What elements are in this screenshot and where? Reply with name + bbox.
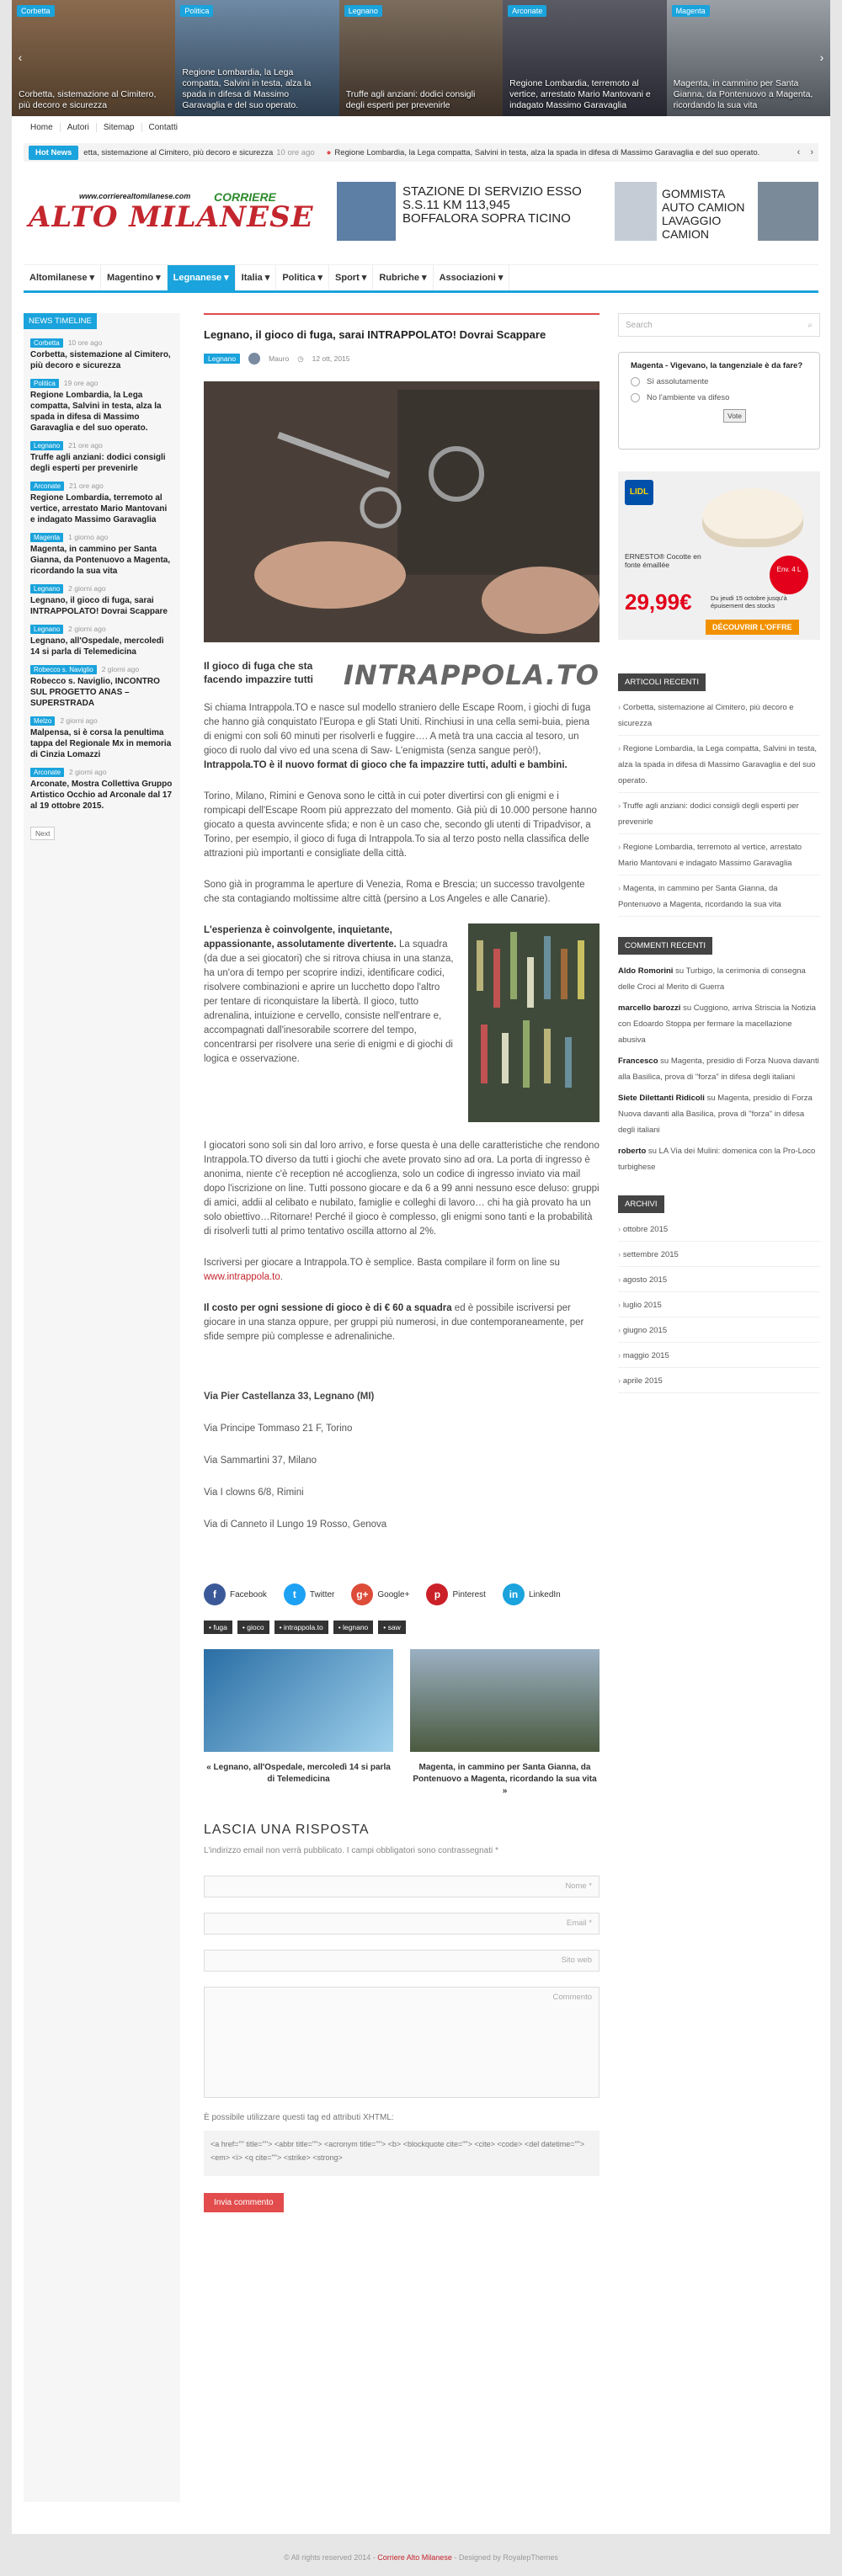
logo-url: www.corrierealtomilanese.com: [79, 192, 191, 200]
intro: [204, 659, 600, 691]
address: Via Pier Castellanza 33, Legnano (MI): [204, 1392, 375, 1402]
timeline-item[interactable]: [24, 440, 180, 474]
timeline-tag[interactable]: Arconate: [30, 768, 64, 777]
recent-articles-title: ARTICOLI RECENTI: [618, 673, 706, 691]
nav-politica[interactable]: Politica ▾: [276, 265, 329, 290]
nav-magentino[interactable]: Magentino ▾: [101, 265, 168, 290]
comment-text[interactable]: su Magenta, presidio di Forza Nuova davanti alla Basilica, prova di "forza" in difesa degli italiani: [618, 1056, 819, 1082]
slide-tag[interactable]: Magenta: [672, 5, 710, 17]
radio-icon[interactable]: [631, 393, 640, 402]
timeline-title-link[interactable]: Arconate, Mostra Collettiva Gruppo Artistico Occhio ad Arconale dal 17 al 19 ottobre 2015.: [30, 780, 173, 811]
footer-site-link[interactable]: Corriere Alto Milanese: [377, 2553, 452, 2562]
timeline-title-link[interactable]: Magenta, in cammino per Santa Gianna, da Pontenuovo a Magenta, ricordando la sua vita: [30, 545, 171, 576]
banner-image: [337, 182, 396, 241]
footer-copyright: © All rights reserved 2014 -: [284, 2553, 378, 2562]
archive-month[interactable]: › settembre 2015: [618, 1247, 820, 1267]
paragraph-bold: Il costo per ogni sessione di gioco è di € 60 a squadra: [204, 1303, 452, 1313]
address: Via Sammartini 37, Milano: [204, 1456, 317, 1466]
timeline-ago: 21 ore ago: [69, 482, 104, 490]
divider: [204, 313, 600, 315]
radio-icon[interactable]: [631, 377, 640, 386]
hot-news-label: Hot News: [29, 146, 78, 160]
timeline-tag[interactable]: Corbetta: [30, 338, 63, 348]
paragraph-bold: Intrappola.TO è il nuovo format di gioco che fa impazzire tutti, adulti e bambini.: [204, 760, 568, 770]
timeline-title-link[interactable]: Regione Lombardia, terremoto al vertice, arrestato Mario Mantovani e indagato Massimo Garavaglia: [30, 493, 168, 524]
archive-title: ARCHIVI: [618, 1195, 664, 1213]
top-slider[interactable]: [12, 0, 830, 116]
reply-note: L'indirizzo email non verrà pubblicato. I campi obbligatori sono contrassegnati *: [204, 1846, 498, 1855]
pinterest-icon: p: [426, 1583, 448, 1605]
sidebar-ad[interactable]: [618, 471, 820, 640]
search-icon[interactable]: ⌕: [807, 320, 813, 330]
nav-associazioni[interactable]: Associazioni ▾: [434, 265, 510, 290]
prev-post-image[interactable]: [204, 1649, 393, 1752]
recent-comment[interactable]: [618, 1053, 820, 1085]
comment-author[interactable]: Aldo Romorini: [618, 966, 674, 976]
timeline-title-link[interactable]: Malpensa, si è corsa la penultima tappa del Regionale Mx in memoria di Cinzia Lomazzi: [30, 728, 172, 759]
share-facebook-button[interactable]: [204, 1583, 267, 1605]
prev-post-title[interactable]: « Legnano, all'Ospedale, mercoledì 14 si parla di Telemedicina: [206, 1763, 391, 1784]
cocotte-image: [702, 488, 803, 547]
lidl-logo: LIDL: [625, 480, 653, 505]
archive-list: [618, 1221, 820, 1393]
comment-text[interactable]: su Magenta, presidio di Forza Nuova davanti alla Basilica, prova di "forza" in difesa degli italiani: [618, 1094, 813, 1135]
ticker-item[interactable]: etta, sistemazione al Cimitero, più decoro e sicurezza: [83, 147, 274, 157]
footer-credits: - Designed by RoyalepThemes: [451, 2553, 558, 2562]
comment-author[interactable]: Siete Dilettanti Ridicoli: [618, 1094, 705, 1103]
paragraph: [204, 701, 600, 773]
banner-text: [396, 182, 615, 241]
banner-text: [657, 182, 758, 241]
share-label: LinkedIn: [528, 1589, 561, 1599]
timeline-item[interactable]: [24, 664, 180, 709]
banner-image: [758, 182, 818, 241]
intro-quote: Il gioco di fuga che sta facendo impazzire tutti: [204, 660, 314, 685]
slide[interactable]: [175, 0, 338, 116]
share-googleplus-button[interactable]: [351, 1583, 409, 1605]
timeline-item[interactable]: [24, 583, 180, 617]
slide-tag[interactable]: Corbetta: [17, 5, 55, 17]
recent-article[interactable]: › Regione Lombardia, la Lega compatta, Salvini in testa, alza la spada in difesa di Massimo Garavaglia e del suo operato.: [618, 741, 820, 793]
recent-article[interactable]: › Regione Lombardia, terremoto al vertice, arrestato Mario Mantovani e indagato Massimo Garavaglia: [618, 839, 820, 876]
timeline-ago: 10 ore ago: [67, 338, 103, 347]
comment-text[interactable]: su Turbigo, la cerimonia di consegna delle Croci al Merito di Guerra: [618, 966, 806, 992]
poll-widget: [618, 352, 820, 450]
timeline-tag[interactable]: Magenta: [30, 533, 63, 542]
keys-wall-svg: [468, 923, 600, 1122]
paragraph-text: ed è possibile iscriversi per giocare in una stanza oppure, per gruppi più numerosi, in due contemporaneamente, per sfide sempre più complesse e adrenaliniche.: [204, 1303, 584, 1342]
recent-comment[interactable]: [618, 963, 820, 995]
timeline-ago: 1 giorno ago: [68, 533, 109, 541]
tag[interactable]: • gioco: [237, 1621, 269, 1634]
article: [204, 313, 600, 2212]
timeline-ago: 21 ore ago: [68, 441, 103, 450]
share-label: Google+: [377, 1589, 410, 1599]
paragraph-text: Si chiama Intrappola.TO e nasce sul modello straniero delle Escape Room, i giochi di fuga che hanno già conquistato l'Europa e gli Stati Uniti. Rinchiusi in una cella semi-buia, piena di enigmi con soli 60 minuti per risolverli e fuggire…. A metà tra una caccia al tesoro, un gioco di ruolo dal vivo ed una scena di Saw- L'enigmista (senza sangue però!),: [204, 703, 591, 756]
timeline-title-link[interactable]: Corbetta, sistemazione al Cimitero, più decoro e sicurezza: [30, 350, 171, 370]
timeline-title-link[interactable]: Truffe agli anziani: dodici consigli degli esperti per prevenirle: [30, 453, 166, 473]
slide[interactable]: [667, 0, 830, 116]
address: Via I clowns 6/8, Rimini: [204, 1488, 304, 1498]
facebook-icon: f: [204, 1583, 226, 1605]
timeline-ago: 2 giorni ago: [68, 584, 106, 593]
recent-comments: [618, 963, 820, 1175]
recent-article[interactable]: › Truffe agli anziani: dodici consigli degli esperti per prevenirle: [618, 798, 820, 834]
address: Via di Canneto il Lungo 19 Rosso, Genova: [204, 1520, 387, 1530]
article-title: Legnano, il gioco di fuga, sarai INTRAPPOLATO! Dovrai Scappare: [204, 328, 546, 341]
ticker-prev-icon[interactable]: ‹: [797, 147, 801, 157]
recent-comments-title: COMMENTI RECENTI: [618, 937, 712, 955]
slide-tag[interactable]: Politica: [180, 5, 213, 17]
poll-option[interactable]: [631, 393, 807, 402]
author-avatar: [248, 353, 260, 365]
ad-date: Du jeudi 15 octobre jusqu'à épuisement des stocks: [711, 594, 787, 609]
nav-sitemap[interactable]: Sitemap: [97, 123, 142, 132]
tag[interactable]: • saw: [378, 1621, 405, 1634]
archive-month[interactable]: › giugno 2015: [618, 1323, 820, 1343]
timeline-title-link[interactable]: Regione Lombardia, la Lega compatta, Salvini in testa, alza la spada in difesa di Massimo Garavaglia e del suo operato.: [30, 391, 162, 433]
slide-tag[interactable]: Legnano: [344, 5, 382, 17]
timeline-title-link[interactable]: Legnano, all'Ospedale, mercoledì 14 si parla di Telemedicina: [30, 636, 164, 657]
logo-corriere: CORRIERE: [214, 190, 276, 204]
slide-tag[interactable]: Arconate: [508, 5, 546, 17]
poll-option-label: Sì assolutamente: [647, 377, 709, 386]
share-label: Facebook: [230, 1589, 267, 1599]
timeline-title-link[interactable]: Robecco s. Naviglio, INCONTRO SUL PROGETTO ANAS – SUPERSTRADA: [30, 677, 160, 708]
share-bar: [204, 1583, 600, 1605]
timeline-tag[interactable]: Melzo: [30, 716, 55, 726]
recent-comment[interactable]: [618, 1090, 820, 1138]
slide[interactable]: [12, 0, 175, 116]
slide[interactable]: [503, 0, 666, 116]
ad-badge: Env. 4 L: [770, 556, 808, 594]
prev-post[interactable]: [204, 1649, 393, 1797]
slider-prev-icon[interactable]: ‹: [18, 51, 23, 64]
main-nav: [24, 264, 818, 293]
logo-title: ALTO MILANESE: [29, 200, 314, 234]
slide-caption[interactable]: Magenta, in cammino per Santa Gianna, da Pontenuovo a Magenta, ricordando la sua vita: [673, 78, 813, 110]
top-nav: [24, 123, 184, 132]
submit-comment-button[interactable]: Invia commento: [204, 2193, 284, 2212]
poll-question: Magenta - Vigevano, la tangenziale è da fare?: [631, 361, 803, 370]
author-name[interactable]: Mauro: [269, 354, 290, 363]
comment-author[interactable]: Francesco: [618, 1056, 658, 1066]
archive-month[interactable]: › agosto 2015: [618, 1272, 820, 1292]
footer: [0, 2534, 842, 2576]
intrappola-logo: INTRAPPOLA.TO: [344, 659, 600, 691]
recent-comment[interactable]: [618, 1000, 820, 1048]
timeline-item[interactable]: [24, 624, 180, 657]
nav-sport[interactable]: Sport ▾: [329, 265, 373, 290]
timeline-next-button[interactable]: Next: [30, 827, 55, 840]
intrappola-link[interactable]: www.intrappola.to: [204, 1272, 280, 1282]
nav-italia[interactable]: Italia ▾: [236, 265, 277, 290]
tag[interactable]: • fuga: [204, 1621, 232, 1634]
paragraph-bold: L'esperienza è coinvolgente, inquietante, appassionante, assolutamente divertente.: [204, 925, 397, 950]
address: Via Principe Tommaso 21 F, Torino: [204, 1424, 353, 1434]
paragraph-with-image: [204, 923, 600, 1122]
ad-price: 29,99€: [625, 589, 692, 615]
timeline-ago: 2 giorni ago: [68, 625, 106, 633]
timeline-item[interactable]: [24, 767, 180, 812]
recent-articles: [618, 700, 820, 917]
timeline-title-link[interactable]: Legnano, il gioco di fuga, sarai INTRAPPOLATO! Dovrai Scappare: [30, 596, 168, 616]
next-post[interactable]: [410, 1649, 600, 1797]
recent-article[interactable]: › Magenta, in cammino per Santa Gianna, da Pontenuovo a Magenta, ricordando la sua vita: [618, 881, 820, 917]
share-twitter-button[interactable]: [284, 1583, 334, 1605]
timeline-item[interactable]: [24, 532, 180, 577]
banner-line: STAZIONE DI SERVIZIO ESSO: [402, 184, 582, 199]
googleplus-icon: g+: [351, 1583, 373, 1605]
comment-text[interactable]: su LA Via dei Mulini: domenica con la Pro-Loco turbighese: [618, 1147, 816, 1172]
name-field[interactable]: Nome *: [204, 1876, 600, 1897]
timeline-title: NEWS TIMELINE: [24, 313, 97, 329]
tag-list: [204, 1621, 600, 1634]
paragraph: [204, 923, 456, 1122]
allowed-tags-code: <a href="" title=""> <abbr title=""> <acronym title=""> <b> <blockquote cite=""> <cite> <code> <del datetime=""> <em> <i> <q cite=""> <strike> <strong>: [204, 2131, 600, 2176]
timeline-item[interactable]: [24, 481, 180, 525]
share-pinterest-button[interactable]: [426, 1583, 485, 1605]
poll-option-label: No l'ambiente va difeso: [647, 393, 730, 402]
email-field[interactable]: Email *: [204, 1913, 600, 1935]
paragraph-text: Iscriversi per giocare a Intrappola.TO è semplice. Basta compilare il form on line su: [204, 1258, 560, 1268]
slide[interactable]: [339, 0, 503, 116]
banner-line: LAVAGGIO CAMION: [662, 214, 722, 241]
banner-line: S.S.11 KM 113,945: [402, 198, 510, 212]
poll-option[interactable]: [631, 377, 807, 386]
paragraph: Torino, Milano, Rimini e Genova sono le città in cui poter divertirsi con gli enigmi e i rompicapi dell'Escape Room più apprezzato del momento. Già più di 10.000 persone hanno giocato a questa avvincente sfida; e non è un caso che, secondo gli utenti di Tripadvisor, a Torino, per esempio, il gioco di fuga di Intrappola.To sia al terzo posto nella classifica delle attrazioni più importanti e consigliate della città.: [204, 791, 597, 859]
share-label: Pinterest: [452, 1589, 486, 1599]
ticker-next-icon[interactable]: ›: [810, 147, 813, 157]
ticker-text[interactable]: [83, 148, 791, 157]
banner-line: GOMMISTA: [662, 187, 726, 200]
share-linkedin-button[interactable]: [503, 1583, 561, 1605]
timeline-ago: 2 giorni ago: [60, 716, 98, 725]
banner-line: BOFFALORA SOPRA TICINO: [402, 211, 571, 226]
timeline-tag[interactable]: Legnano: [30, 441, 63, 450]
slide-caption[interactable]: Regione Lombardia, terremoto al vertice, arrestato Mario Mantovani e indagato Massimo Garavaglia: [509, 78, 651, 110]
timeline-tag[interactable]: Politica: [30, 379, 59, 388]
vote-button[interactable]: Vote: [723, 409, 746, 423]
website-field[interactable]: Sito web: [204, 1950, 600, 1972]
paragraph: Sono già in programma le aperture di Venezia, Roma e Brescia; un successo travolgente che sta contagiando moltissime altre città (persino a Los Angeles e alle Canarie).: [204, 880, 585, 904]
nav-autori[interactable]: Autori: [61, 123, 97, 132]
slide-caption[interactable]: Corbetta, sistemazione al Cimitero, più decoro e sicurezza: [19, 89, 157, 110]
archive-month[interactable]: › aprile 2015: [618, 1373, 820, 1393]
ad-product: ERNESTO® Cocotte en fonte émaillée: [625, 552, 701, 569]
category-tag[interactable]: Legnano: [204, 354, 240, 364]
keys-photo: [204, 381, 600, 642]
slide-caption[interactable]: Regione Lombardia, la Lega compatta, Salvini in testa, alza la spada in difesa di Massimo Garavaglia e del suo operato.: [182, 67, 312, 110]
timeline-ago: 2 giorni ago: [101, 665, 140, 673]
slider-next-icon[interactable]: ›: [819, 51, 824, 64]
nav-rubriche[interactable]: Rubriche ▾: [373, 265, 433, 290]
banner-image: [615, 182, 657, 241]
paragraph-text: La squadra (da due a sei giocatori) che si ritrova chiusa in una stanza, ha un'ora di tempo per scoprire indizi, identificare codici, risolvere combinazioni e aprire un lucchetto dopo l'altro per tentare di riconquistare la libertà. Il gioco, tutto adrenalina, intuizione e cervello, consiste nell'entrare e, accompagnati dall'inesorabile scorrere del tempo, concentrarsi per risolvere una serie di enigmi e di giochi di logica e osservazione.: [204, 939, 454, 1064]
banner-line: AUTO CAMION: [662, 200, 745, 214]
timeline-tag[interactable]: Robecco s. Naviglio: [30, 665, 97, 674]
news-timeline: [24, 313, 180, 2502]
comment-form: [204, 1823, 600, 2212]
header-ad-banner[interactable]: [337, 182, 818, 241]
article-meta: [204, 353, 600, 365]
ticker-item[interactable]: Regione Lombardia, la Lega compatta, Salvini in testa, alza la spada in difesa di Massimo Garavaglia e del suo operato.: [334, 147, 760, 157]
comment-author[interactable]: roberto: [618, 1147, 647, 1156]
hero-image: [204, 381, 600, 642]
paragraph: [204, 1301, 600, 1344]
tag[interactable]: • legnano: [333, 1621, 374, 1634]
comment-author[interactable]: marcello barozzi: [618, 1003, 681, 1013]
paragraph-text: .: [280, 1272, 283, 1282]
allowed-tags-label: È possibile utilizzare questi tag ed attributi XHTML:: [204, 2113, 394, 2122]
comment-textarea[interactable]: Commento: [204, 1987, 600, 2098]
recent-comment[interactable]: [618, 1143, 820, 1175]
timeline-item[interactable]: [24, 378, 180, 434]
archive-month[interactable]: › luglio 2015: [618, 1297, 820, 1317]
timeline-ago: 2 giorni ago: [69, 768, 107, 776]
timeline-tag[interactable]: Legnano: [30, 625, 63, 634]
paragraph: [204, 1256, 600, 1285]
archive-month[interactable]: › ottobre 2015: [618, 1221, 820, 1242]
twitter-icon: t: [284, 1583, 306, 1605]
timeline-tag[interactable]: Arconate: [30, 482, 64, 491]
share-label: Twitter: [309, 1589, 335, 1599]
paragraph: I giocatori sono soli sin dal loro arrivo, e forse questa è una delle caratteristiche che rendono Intrappola.TO diverso da tutti i giochi che avete provato sino ad ora. La porta di ingresso è anonima, niente c'è reception né accoglienza, solo un codice di ingresso inviato via mail dopo l'iscrizione on line. Tutti possono giocare e da 6 a 99 anni nessuno esce deluso: gruppi di amici, addii al celibato e nubilato, famiglie e colleghi di lavoro… chi ha già provato ha un solo obiettivo…Ritornare! Perché il gioco è complesso, gli enigmi sono tanti e la probabilità di risolverli tutti al primo tentativo oscilla attorno al 2%.: [204, 1141, 600, 1237]
nav-home[interactable]: Home: [24, 123, 61, 132]
nav-contatti[interactable]: Contatti: [148, 123, 178, 132]
related-posts: [204, 1649, 600, 1797]
timeline-tag[interactable]: Legnano: [30, 584, 63, 593]
hot-news-ticker: [24, 143, 818, 162]
sidebar: [618, 313, 820, 1398]
ticker-ago: 10 ore ago: [276, 147, 315, 157]
ad-cta-button[interactable]: DÉCOUVRIR L'OFFRE: [706, 620, 799, 635]
reply-title: LASCIA UNA RISPOSTA: [204, 1823, 370, 1837]
archive-month[interactable]: › maggio 2015: [618, 1348, 820, 1368]
article-date: 12 ott, 2015: [312, 354, 350, 363]
timeline-ago: 19 ore ago: [63, 379, 99, 387]
keys-wall-photo: [468, 923, 600, 1122]
bullet-icon: ●: [326, 147, 332, 157]
search-placeholder: Search: [626, 320, 653, 330]
next-post-image[interactable]: [410, 1649, 600, 1752]
recent-article[interactable]: › Corbetta, sistemazione al Cimitero, più decoro e sicurezza: [618, 700, 820, 736]
nav-legnanese[interactable]: Legnanese ▾: [168, 265, 236, 290]
linkedin-icon: in: [503, 1583, 525, 1605]
next-post-title[interactable]: Magenta, in cammino per Santa Gianna, da Pontenuovo a Magenta, ricordando la sua vita »: [413, 1763, 597, 1796]
site-logo[interactable]: [29, 192, 323, 242]
tag[interactable]: • intrappola.to: [274, 1621, 328, 1634]
timeline-item[interactable]: [24, 716, 180, 760]
nav-altomilanese[interactable]: Altomilanese ▾: [24, 265, 101, 290]
slide-caption[interactable]: Truffe agli anziani: dodici consigli degli esperti per prevenirle: [345, 89, 476, 110]
clock-icon: ◷: [297, 354, 304, 363]
search-input[interactable]: [618, 313, 820, 337]
comment-text[interactable]: su Cuggiono, arriva Striscia la Notizia con Edoardo Stoppa per fermare la macellazione abusiva: [618, 1003, 816, 1045]
timeline-item[interactable]: [24, 338, 180, 371]
